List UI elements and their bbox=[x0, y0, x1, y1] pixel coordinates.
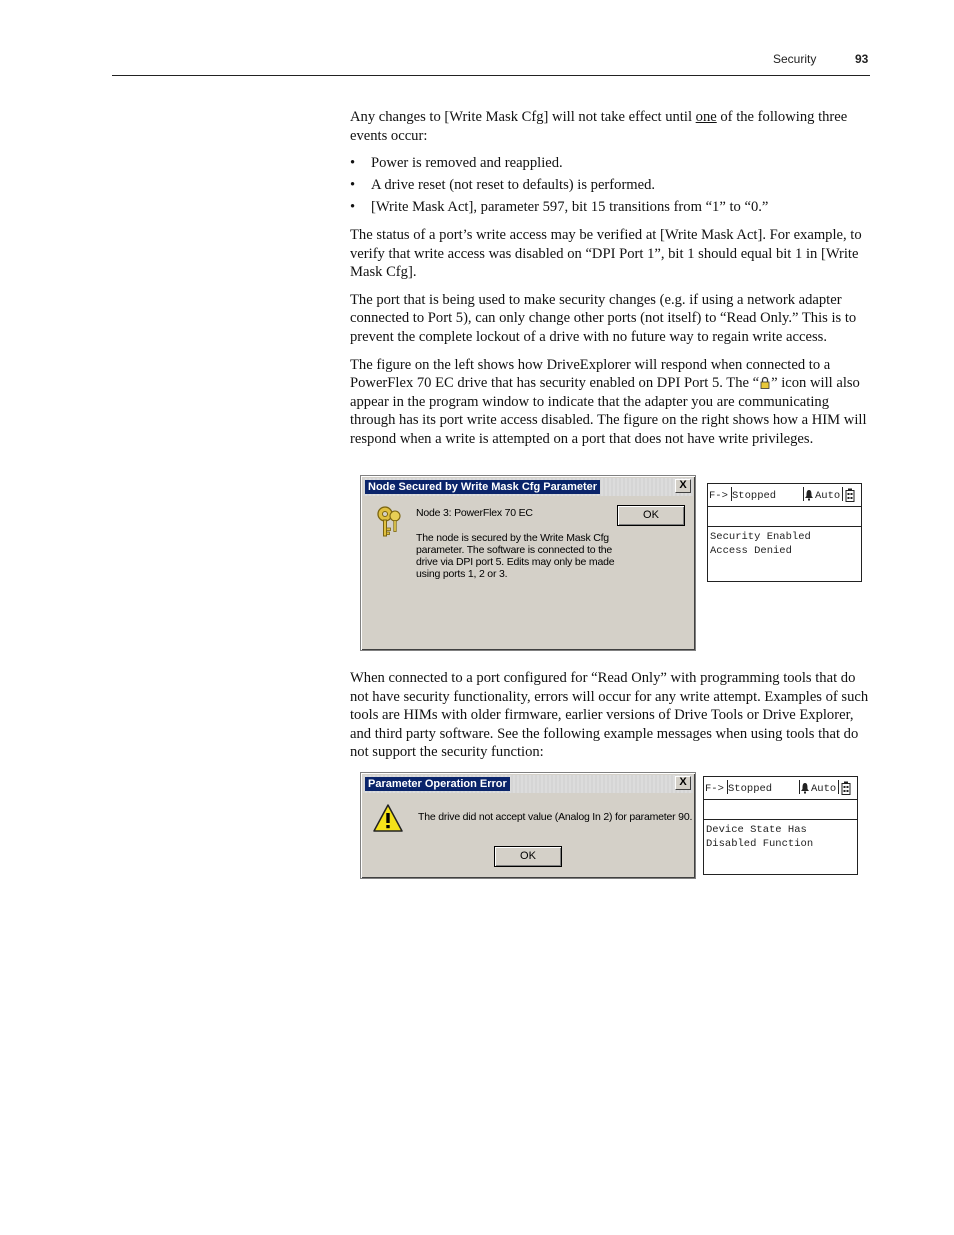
battery-icon bbox=[841, 781, 851, 795]
dialog-titlebar bbox=[363, 775, 693, 793]
ok-button[interactable]: OK bbox=[617, 505, 685, 526]
dialog-title: Node Secured by Write Mask Cfg Parameter bbox=[365, 480, 600, 494]
node-secured-dialog bbox=[360, 475, 696, 651]
list-item: • [Write Mask Act], parameter 597, bit 15 transitions from “1” to “0.” bbox=[350, 199, 769, 216]
paragraph-read-only-errors: When connected to a port configured for “Read Only” with programming tools that do not have security functionality, errors will occur for any write attempt. Examples of such tools are HIMs with older firmware, earlier versions of Drive Tools or Drive Explorer, and third party software. See the following example messages when using tools that do not support the security function: bbox=[350, 670, 869, 761]
header-divider bbox=[112, 75, 870, 76]
close-button[interactable]: X bbox=[675, 776, 691, 790]
emphasis-one: one bbox=[695, 109, 717, 125]
close-button[interactable]: X bbox=[675, 479, 691, 493]
list-item: • Power is removed and reapplied. bbox=[350, 155, 563, 172]
page-number: 93 bbox=[855, 52, 869, 66]
him-message: Device State Has Disabled Function bbox=[706, 824, 814, 850]
dialog-node-label: Node 3: PowerFlex 70 EC bbox=[416, 507, 533, 519]
control-mode: Auto bbox=[811, 783, 837, 795]
dialog-message: The node is secured by the Write Mask Cfg parameter. The software is connected to the drive via DPI port 5. Edits may only be made using ports 1, 2 or 3. bbox=[416, 532, 615, 580]
direction-indicator: F-> bbox=[705, 783, 724, 795]
paragraph-status-verify: The status of a port’s write access may be verified at [Write Mask Act]. For example, to verify that write access was disabled on “DPI Port 1”, bit 1 should equal bit 1 in [Write Mask Cfg]. bbox=[350, 226, 862, 281]
body-text-top bbox=[350, 108, 872, 458]
key-icon bbox=[375, 504, 405, 540]
parameter-error-dialog bbox=[360, 772, 696, 879]
body-text-bottom bbox=[350, 669, 872, 771]
drive-status: Stopped bbox=[728, 783, 773, 795]
dialog-message: The drive did not accept value (Analog In 2) for parameter 90. bbox=[418, 811, 693, 823]
running-header-section: Security bbox=[773, 52, 817, 66]
him-status-bar bbox=[704, 777, 857, 800]
drive-status: Stopped bbox=[732, 490, 777, 502]
control-mode: Auto bbox=[815, 490, 841, 502]
paragraph-write-mask-events: Any changes to [Write Mask Cfg] will not take effect until one of the following three events occur: bbox=[350, 109, 848, 144]
battery-icon bbox=[845, 488, 855, 502]
dialog-title: Parameter Operation Error bbox=[365, 777, 510, 791]
event-list bbox=[350, 154, 872, 217]
list-item: • A drive reset (not reset to defaults) is performed. bbox=[350, 177, 656, 194]
lock-icon bbox=[760, 376, 770, 389]
him-screen-device-state bbox=[703, 776, 858, 875]
him-screen-security bbox=[707, 483, 862, 582]
ok-button[interactable]: OK bbox=[494, 846, 562, 867]
him-message: Security Enabled Access Denied bbox=[710, 531, 811, 557]
alarm-bell-icon bbox=[800, 782, 810, 794]
paragraph-figure-explanation: The figure on the left shows how DriveExplorer will respond when connected to a PowerFlex 70 EC drive that has security enabled on DPI Port 5. The “ ” icon will also appear in the program window to indicate that the adapter you are communicating through has its port write access disabled. The figure on the right shows how a HIM will respond when a write is attempted on a port that does not have write privileges. bbox=[350, 356, 867, 447]
direction-indicator: F-> bbox=[709, 490, 728, 502]
dialog-titlebar bbox=[363, 478, 693, 496]
alarm-bell-icon bbox=[804, 489, 814, 501]
him-status-bar bbox=[708, 484, 861, 507]
warning-icon bbox=[372, 803, 404, 833]
paragraph-port-lockout: The port that is being used to make security changes (e.g. if using a network adapter connected to Port 5), can only change other ports (not itself) to “Read Only.” This is to prevent the complete lockout of a drive with no future way to regain write access. bbox=[350, 291, 857, 345]
